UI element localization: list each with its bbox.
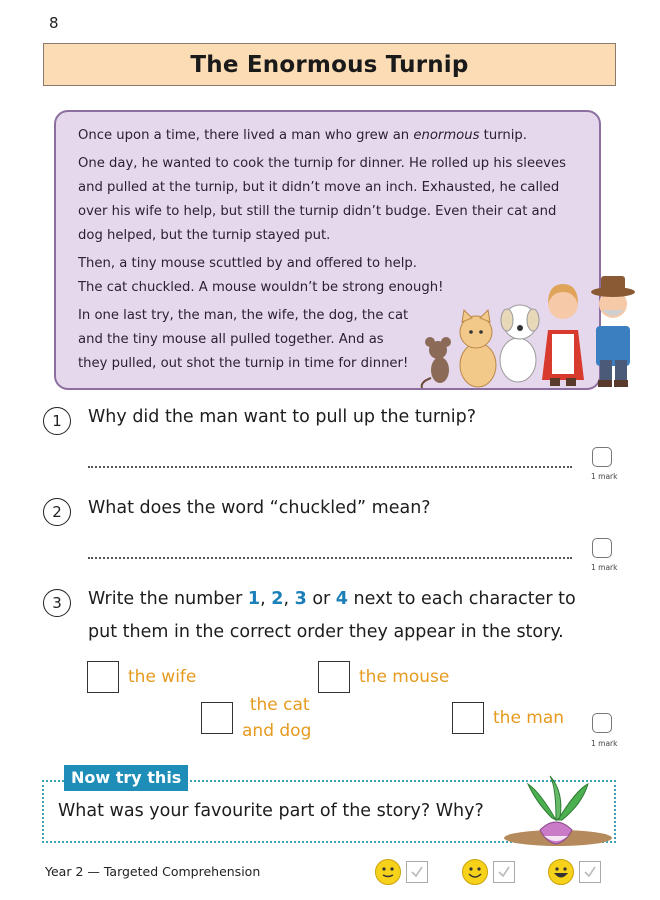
question-3-number: 3 xyxy=(43,589,71,617)
q3-number-4: 4 xyxy=(335,589,348,609)
rating-tick-box-2[interactable] xyxy=(493,861,515,883)
characters-illustration xyxy=(418,260,658,388)
q3-text-start: Write the number xyxy=(88,589,248,609)
rating-tick-box-1[interactable] xyxy=(406,861,428,883)
question-1-text: Why did the man want to pull up the turnip? xyxy=(88,407,477,427)
question-3-mark-label: 1 mark xyxy=(591,739,618,748)
question-1-mark-label: 1 mark xyxy=(591,472,618,481)
option-the-cat-and-dog xyxy=(242,692,311,744)
now-try-this-label: Now try this xyxy=(64,765,188,791)
wife-figure xyxy=(542,284,584,386)
question-3-text-line-2: put them in the correct order they appear in the story. xyxy=(88,622,564,642)
mouse-figure xyxy=(422,337,451,388)
q3-number-3: 3 xyxy=(294,589,307,609)
q3-number-2: 2 xyxy=(271,589,284,609)
order-box-cat-and-dog[interactable] xyxy=(201,702,233,734)
question-2-number: 2 xyxy=(43,498,71,526)
question-1-answer-line[interactable] xyxy=(88,466,572,468)
question-2-mark-box[interactable] xyxy=(592,538,612,558)
question-2-mark-label: 1 mark xyxy=(591,563,618,572)
question-3-mark-box[interactable] xyxy=(592,713,612,733)
story-p4-line-2: and the tiny mouse all pulled together. And as xyxy=(78,332,384,347)
rating-group-3 xyxy=(547,858,601,886)
story-p3-line-2: The cat chuckled. A mouse wouldn’t be strong enough! xyxy=(78,280,444,295)
smiley-face-icon xyxy=(547,858,575,886)
question-2-text: What does the word “chuckled” mean? xyxy=(88,498,431,518)
rating-group-2 xyxy=(461,858,515,886)
q3-sep-3: or xyxy=(306,589,336,609)
man-figure xyxy=(591,276,635,387)
title-bar xyxy=(43,43,616,86)
story-p1-start: Once upon a time, there lived a man who grew an xyxy=(78,128,414,143)
cat-figure xyxy=(460,310,496,387)
q3-sep-2: , xyxy=(283,589,295,609)
turnip-icon xyxy=(500,772,612,850)
q3-text-end: next to each character to xyxy=(347,589,576,609)
story-paragraph-1 xyxy=(78,124,588,148)
q3-sep-1: , xyxy=(260,589,272,609)
story-p1-emphasis: enormous xyxy=(413,128,480,143)
smiley-face-icon xyxy=(461,858,489,886)
option-the-wife: the wife xyxy=(128,667,197,687)
order-box-mouse[interactable] xyxy=(318,661,350,693)
order-box-man[interactable] xyxy=(452,702,484,734)
question-3-text-line-1 xyxy=(88,589,576,609)
story-p4-line-3: they pulled, out shot the turnip in time for dinner! xyxy=(78,356,409,371)
page-title: The Enormous Turnip xyxy=(190,51,469,78)
tick-icon xyxy=(496,864,512,880)
page-number: 8 xyxy=(49,14,59,32)
option-the-mouse: the mouse xyxy=(359,667,450,687)
smiley-face-icon xyxy=(374,858,402,886)
question-2-answer-line[interactable] xyxy=(88,557,572,559)
rating-group-1 xyxy=(374,858,428,886)
option-the-man: the man xyxy=(493,708,565,728)
order-box-wife[interactable] xyxy=(87,661,119,693)
tick-icon xyxy=(409,864,425,880)
footer-text: Year 2 — Targeted Comprehension xyxy=(45,864,261,879)
tick-icon xyxy=(582,864,598,880)
question-1-mark-box[interactable] xyxy=(592,447,612,467)
rating-tick-box-3[interactable] xyxy=(579,861,601,883)
q3-number-1: 1 xyxy=(247,589,261,609)
story-paragraph-2: One day, he wanted to cook the turnip for dinner. He rolled up his sleeves and pulled at the turnip, but it didn’t move an inch. Exhausted, he called over his wife to help, but still the turnip didn’t budge. Even their cat and dog helped, but the turnip stayed put. xyxy=(78,156,566,243)
story-p4-line-1: In one last try, the man, the wife, the dog, the cat xyxy=(78,308,409,323)
story-p3-line-1: Then, a tiny mouse scuttled by and offered to help. xyxy=(78,256,417,271)
story-box xyxy=(54,110,601,390)
now-try-this-question: What was your favourite part of the story? Why? xyxy=(58,801,484,821)
story-p1-end: turnip. xyxy=(479,128,527,143)
dog-figure xyxy=(500,305,539,382)
question-1-number: 1 xyxy=(43,407,71,435)
option-cat-line-1: the cat xyxy=(249,695,310,715)
option-cat-line-2: and dog xyxy=(242,721,312,741)
